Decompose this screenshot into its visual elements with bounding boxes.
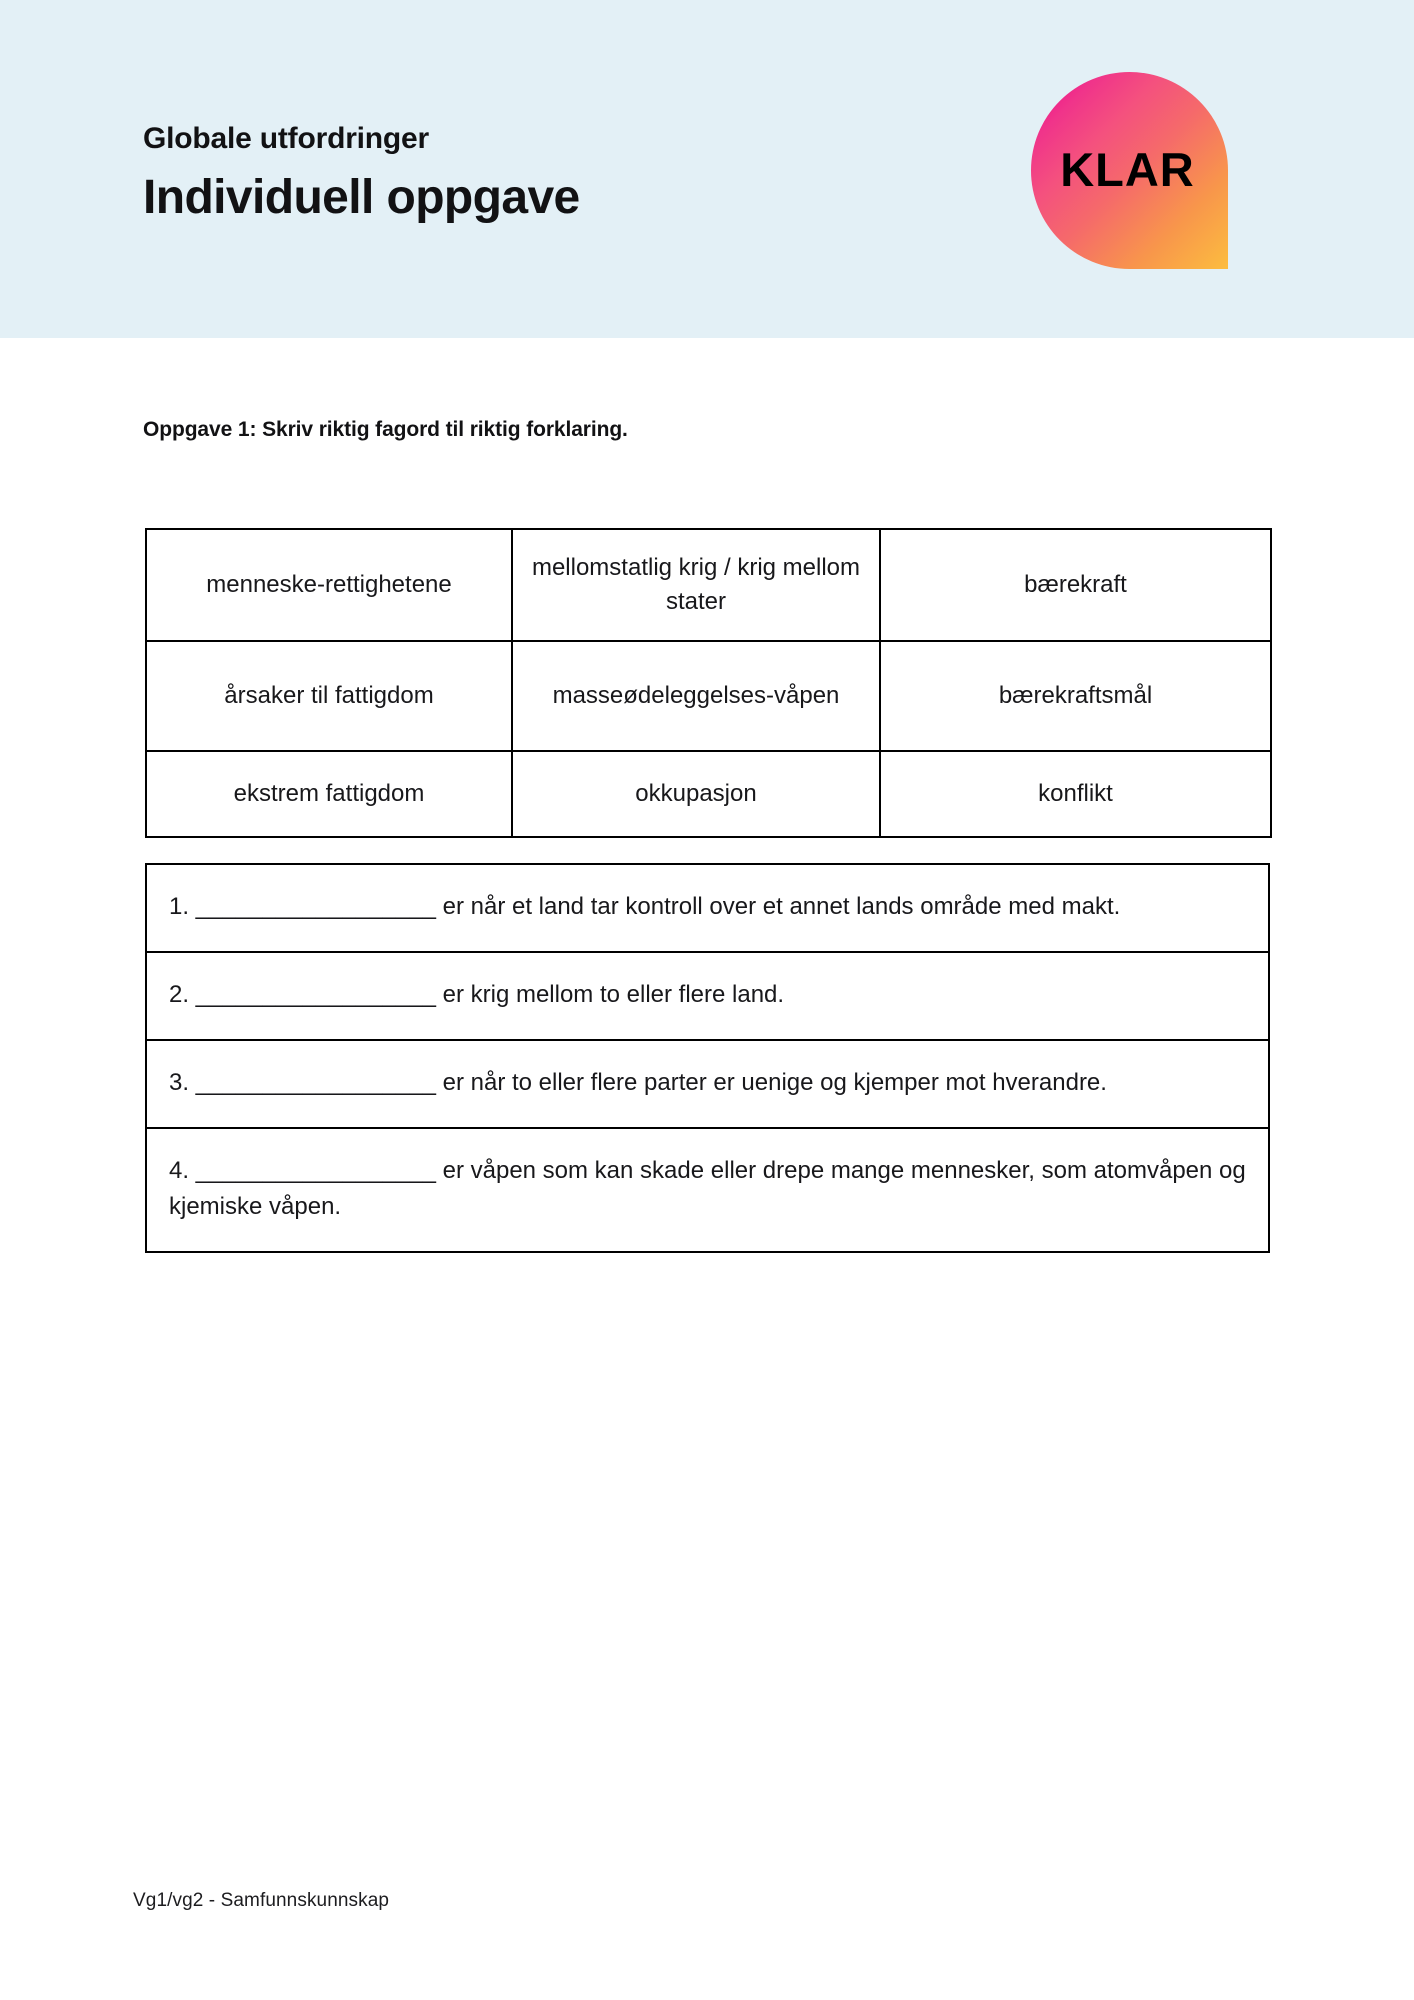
footer-note: Vg1/vg2 - Samfunnskunnskap (133, 1890, 390, 1911)
wordbank-cell[interactable]: ekstrem fattigdom (146, 751, 512, 837)
statement-item[interactable]: 1. __________________ er når et land tar kontroll over et annet lands område med makt. (147, 865, 1268, 953)
wordbank-table (145, 528, 1272, 838)
header-eyebrow: Globale utfordringer (143, 122, 430, 155)
klar-logo (1031, 72, 1228, 269)
wordbank-cell[interactable]: bærekraft (880, 529, 1271, 641)
wordbank-cell[interactable]: masseødeleggelses-våpen (512, 641, 880, 751)
wordbank-cell[interactable]: mellomstatlig krig / krig mellom stater (512, 529, 880, 641)
table-row (146, 751, 1271, 837)
statements-box (145, 863, 1270, 1253)
table-row (146, 641, 1271, 751)
page-title: Individuell oppgave (143, 171, 580, 224)
task-instruction: Oppgave 1: Skriv riktig fagord til riktig forklaring. (143, 418, 628, 441)
wordbank-cell[interactable]: okkupasjon (512, 751, 880, 837)
statement-item[interactable]: 3. __________________ er når to eller flere parter er uenige og kjemper mot hverandre. (147, 1041, 1268, 1129)
header-title-group (143, 122, 580, 223)
klar-logo-text: KLAR (1060, 143, 1195, 196)
wordbank-cell[interactable]: årsaker til fattigdom (146, 641, 512, 751)
statement-item[interactable]: 4. __________________ er våpen som kan skade eller drepe mange mennesker, som atomvåpen og kjemiske våpen. (169, 1157, 1246, 1220)
wordbank-cell[interactable]: konflikt (880, 751, 1271, 837)
wordbank-cell[interactable]: bærekraftsmål (880, 641, 1271, 751)
table-row (146, 529, 1271, 641)
page-header (0, 0, 1414, 338)
wordbank-cell[interactable]: menneske-rettighetene (146, 529, 512, 641)
statement-item[interactable]: 2. __________________ er krig mellom to eller flere land. (147, 953, 1268, 1041)
